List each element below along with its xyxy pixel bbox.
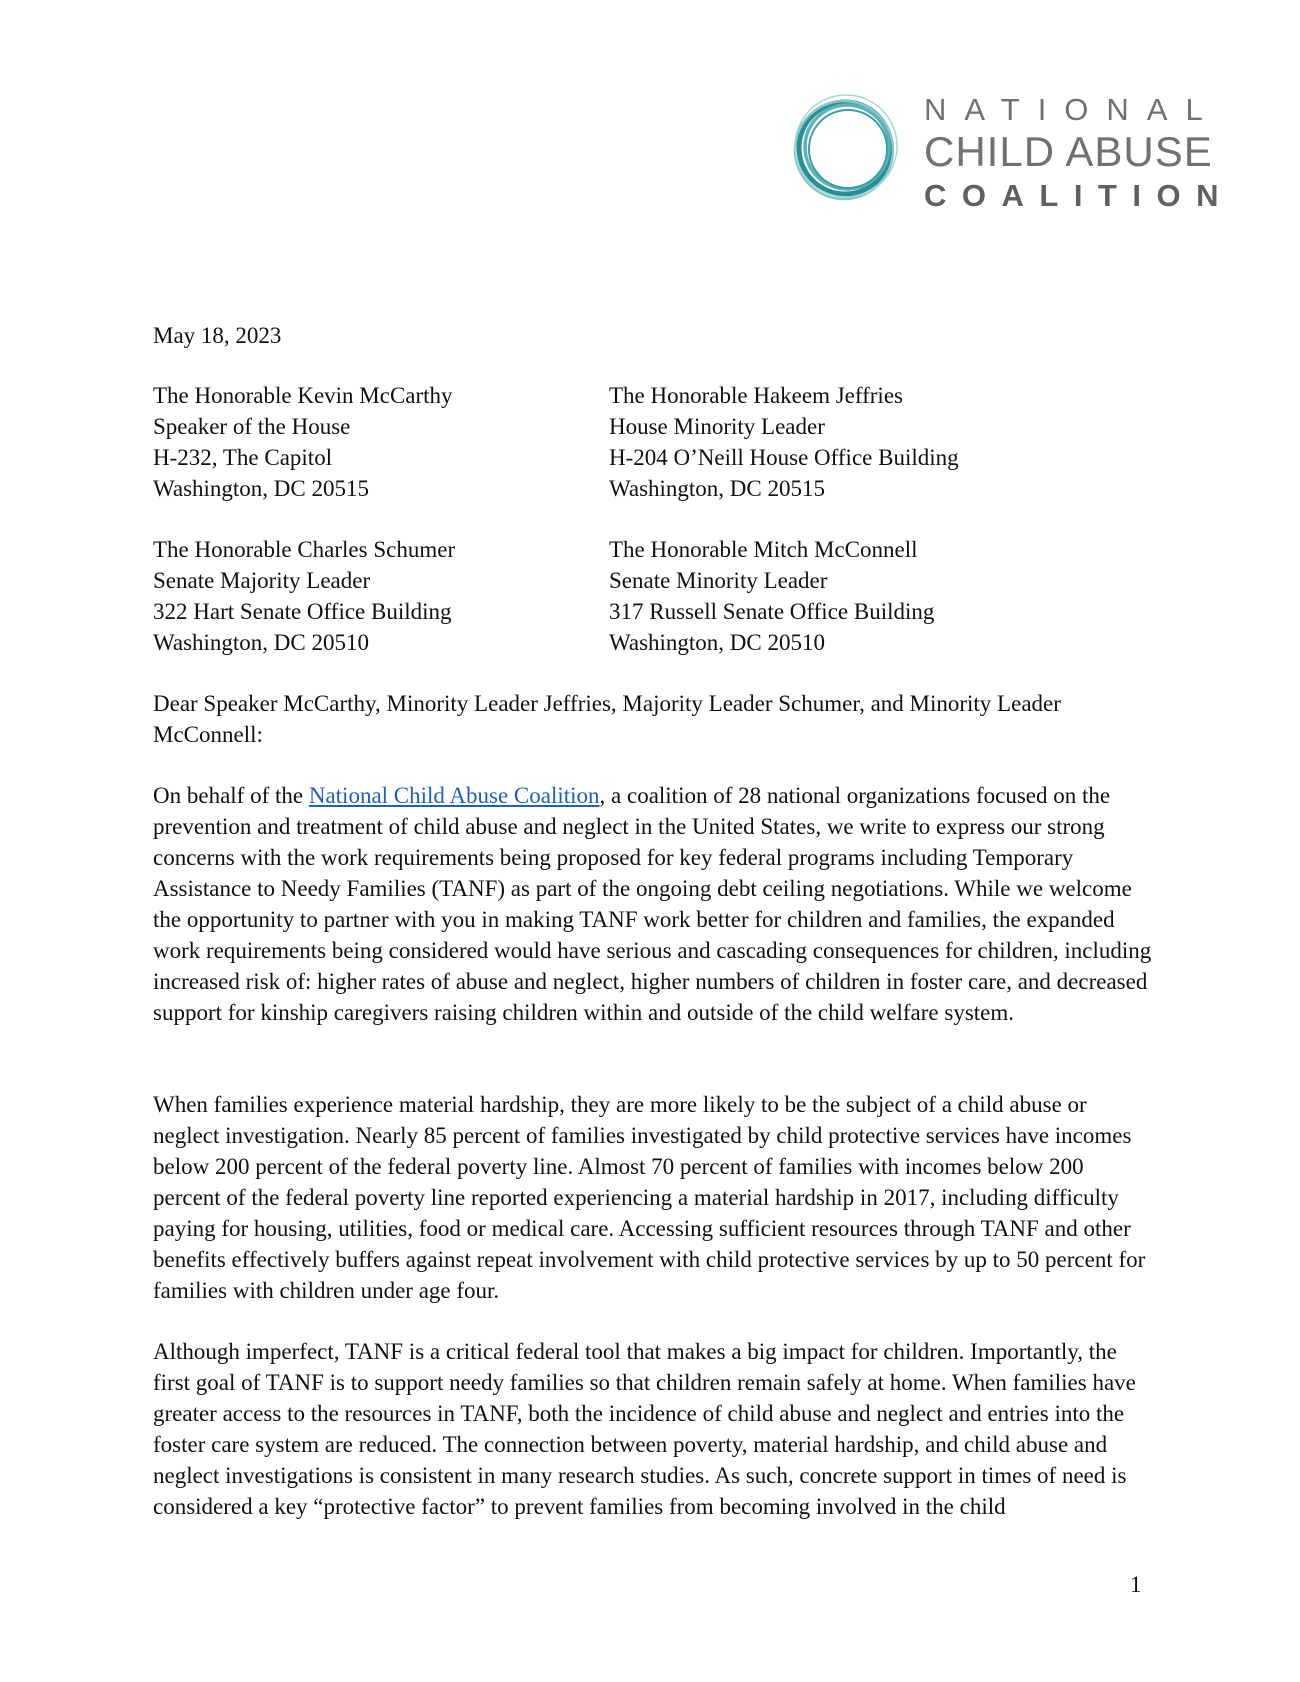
recipient-address: H-204 O’Neill House Office Building: [609, 445, 959, 470]
recipient-city: Washington, DC 20515: [153, 476, 370, 501]
recipient-block-mcconnell: [609, 534, 934, 658]
logo-line-coalition: COALITION: [924, 178, 1234, 213]
recipient-address: 322 Hart Senate Office Building: [153, 599, 452, 624]
recipient-name: The Honorable Kevin McCarthy: [153, 383, 453, 408]
paragraph-1-text: , a coalition of 28 national organizations focused on the prevention and treatment of child abuse and neglect in the United States, we write to express our strong concerns with the work requirements being proposed for key federal programs including Temporary Assistance to Needy Families (TANF) as part of the ongoing debt ceiling negotiations. While we welcome the opportunity to partner with you in making TANF work better for children and families, the expanded work requirements being considered would have serious and cascading consequences for children, including increased risk of: higher rates of abuse and neglect, higher numbers of children in foster care, and decreased support for kinship caregivers raising children within and outside of the child welfare system.: [153, 783, 1152, 1025]
page-number: 1: [1130, 1572, 1142, 1597]
recipient-city: Washington, DC 20510: [609, 630, 826, 655]
logo-line-child-abuse: CHILD ABUSE: [924, 128, 1213, 175]
paragraph-1: [153, 780, 1153, 1028]
ring-logo-icon: [787, 90, 907, 210]
recipient-city: Washington, DC 20510: [153, 630, 370, 655]
coalition-link[interactable]: National Child Abuse Coalition: [308, 783, 600, 808]
salutation: Dear Speaker McCarthy, Minority Leader Jeffries, Majority Leader Schumer, and Minority Leader McConnell:: [153, 691, 1061, 747]
recipient-name: The Honorable Mitch McConnell: [609, 537, 918, 562]
recipient-address: 317 Russell Senate Office Building: [609, 599, 935, 624]
recipient-name: The Honorable Hakeem Jeffries: [609, 383, 903, 408]
recipient-title: House Minority Leader: [609, 414, 825, 439]
recipient-block-schumer: [153, 534, 455, 658]
letter-date: May 18, 2023: [153, 323, 282, 348]
recipient-name: The Honorable Charles Schumer: [153, 537, 456, 562]
recipient-title: Senate Majority Leader: [153, 568, 371, 593]
recipient-block-jeffries: [609, 380, 959, 504]
logo-line-national: NATIONAL: [924, 92, 1221, 127]
paragraph-2: When families experience material hardship, they are more likely to be the subject of a child abuse or neglect investigation. Nearly 85 percent of families investigated by child protective services have incomes below 200 percent of the federal poverty line. Almost 70 percent of families with incomes below 200 percent of the federal poverty line reported experiencing a material hardship in 2017, including difficulty paying for housing, utilities, food or medical care. Accessing sufficient resources through TANF and other benefits effectively buffers against repeat involvement with child protective services by up to 50 percent for families with children under age four.: [153, 1092, 1146, 1303]
recipient-block-mccarthy: [153, 380, 453, 504]
recipient-title: Senate Minority Leader: [609, 568, 828, 593]
recipient-address: H-232, The Capitol: [153, 445, 333, 470]
coalition-logo: [787, 90, 1234, 213]
paragraph-3: Although imperfect, TANF is a critical federal tool that makes a big impact for children. Importantly, the first goal of TANF is to support needy families so that children remain safely at home. When families have greater access to the resources in TANF, both the incidence of child abuse and neglect and entries into the foster care system are reduced. The connection between poverty, material hardship, and child abuse and neglect investigations is consistent in many research studies. As such, concrete support in times of need is considered a key “protective factor” to prevent families from becoming involved in the child: [153, 1339, 1136, 1519]
recipient-city: Washington, DC 20515: [609, 476, 826, 501]
paragraph-1-prefix: On behalf of the: [153, 783, 309, 808]
recipient-title: Speaker of the House: [153, 414, 351, 439]
logo-wordmark: [924, 94, 1234, 211]
